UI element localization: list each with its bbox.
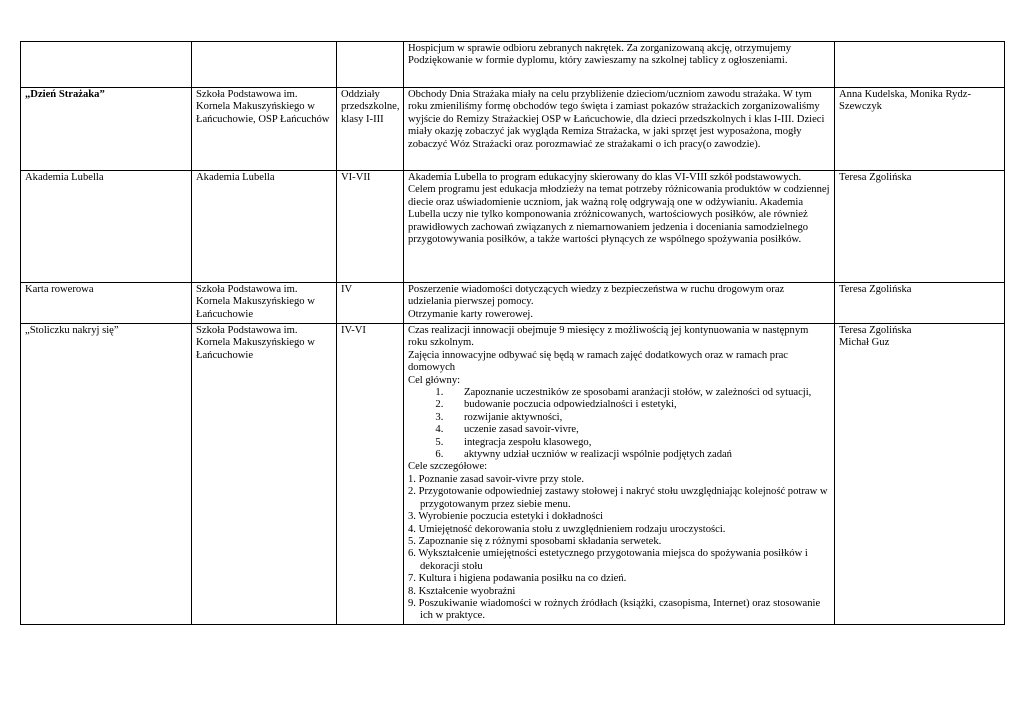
- activity-name-cell: „Dzień Strażaka”: [21, 88, 192, 171]
- main-goal-heading: Cel główny:: [408, 374, 461, 386]
- list-item: 2. Przygotowanie odpowiedniej zastawy stołowej i nakryć stołu uwzględniając kolejność potraw w przygotowanym przez siebie menu.: [408, 486, 828, 510]
- teacher-name: Michał Guz: [839, 337, 890, 349]
- description-cell: [404, 283, 835, 324]
- table-row: [21, 283, 1005, 324]
- school-cell: Szkoła Podstawowa im. Kornela Makuszyńskiego w Łańcuchowie, OSP Łańcuchów: [192, 88, 337, 171]
- school-cell: Szkoła Podstawowa im. Kornela Makuszyńskiego w Łańcuchowie: [192, 324, 337, 625]
- description-cell: Obchody Dnia Strażaka miały na celu przybliżenie dzieciom/uczniom zawodu strażaka. W tym roku zmieniliśmy formę obchodów tego święta i zamiast pokazów strażackich zorganizowaliśmy wyjście do Remizy Strażackiej OSP w Łańcuchowie, dla dzieci przedszkolnych i klas I-III. Dzieci miały okazję zobaczyć jak wygląda Remiza Strażacka, w jaki sprzęt jest wyposażona, mogły zobaczyć Wóz Strażacki oraz porozmawiać ze strażakami o ich pracy(o zawodzie).: [404, 88, 835, 171]
- table-row: [21, 42, 1005, 88]
- grades-cell: Oddziały przedszkolne, klasy I-III: [337, 88, 404, 171]
- table-row: [21, 324, 1005, 625]
- activity-name-cell: [21, 42, 192, 88]
- list-item: 4. uczenie zasad savoir-vivre,: [446, 424, 830, 436]
- specific-goals-heading: Cele szczegółowe:: [408, 461, 488, 473]
- list-item: 1. Poznanie zasad savoir-vivre przy stole.: [408, 473, 584, 485]
- list-item: 8. Kształcenie wyobraźni: [408, 585, 516, 597]
- description-text: Poszerzenie wiadomości dotyczących wiedzy z bezpieczeństwa w ruchu drogowym oraz udzielania pierwszej pomocy.: [408, 284, 785, 308]
- activity-name-cell: Akademia Lubella: [21, 171, 192, 283]
- list-item: 3. rozwijanie aktywności,: [446, 412, 830, 424]
- school-cell: Szkoła Podstawowa im. Kornela Makuszyńskiego w Łańcuchowie: [192, 283, 337, 324]
- school-cell: Akademia Lubella: [192, 171, 337, 283]
- list-item: 5. integracja zespołu klasowego,: [446, 437, 830, 449]
- description-cell: Akademia Lubella to program edukacyjny skierowany do klas VI-VIII szkół podstawowych. Celem programu jest edukacja młodzieży na temat potrzeby różnicowania produktów w codziennej diecie oraz uświadomienie uczniom, jak ważną rolę odgrywają one w odżywianiu. Akademia Lubella uczy nie tylko komponowania zróżnicowanych, wartościowych posiłków, ale również prawidłowych zachowań związanych z niemarnowaniem jedzenia i doceniania samodzielnego przygotowywania posiłków, a także wartości płynących ze wspólnego spożywania posiłków.: [404, 171, 835, 283]
- teachers-cell: Anna Kudelska, Monika Rydz-Szewczyk: [835, 88, 1005, 171]
- list-item: 4. Umiejętność dekorowania stołu z uwzględnieniem rodzaju uroczystości.: [408, 523, 726, 535]
- table-row: [21, 88, 1005, 171]
- list-item: 3. Wyrobienie poczucia estetyki i dokładności: [408, 511, 604, 523]
- grades-cell: VI-VII: [337, 171, 404, 283]
- list-item: 1. Zapoznanie uczestników ze sposobami aranżacji stołów, w zależności od sytuacji,: [446, 387, 830, 399]
- intro-text: Czas realizacji innowacji obejmuje 9 miesięcy z możliwością jej kontynuowania w następnym roku szkolnym.: [408, 325, 809, 349]
- description-extra-text: Otrzymanie karty rowerowej.: [408, 308, 534, 320]
- activities-table: [20, 41, 1005, 625]
- description-cell: Hospicjum w sprawie odbioru zebranych nakrętek. Za zorganizowaną akcję, otrzymujemy Podziękowanie w formie dyplomu, który zawieszamy na szkolnej tablicy z ogłoszeniami.: [404, 42, 835, 88]
- grades-cell: IV: [337, 283, 404, 324]
- teachers-cell: Teresa Zgolińska: [835, 283, 1005, 324]
- list-item: 6. aktywny udział uczniów w realizacji wspólnie podjętych zadań: [446, 449, 830, 461]
- list-item: 5. Zapoznanie się z różnymi sposobami składania serwetek.: [408, 535, 662, 547]
- school-cell: [192, 42, 337, 88]
- list-item: 7. Kultura i higiena podawania posiłku na co dzień.: [408, 573, 627, 585]
- grades-cell: IV-VI: [337, 324, 404, 625]
- activity-name-cell: „Stoliczku nakryj się”: [21, 324, 192, 625]
- table-row: [21, 171, 1005, 283]
- teachers-cell: [835, 324, 1005, 625]
- description-cell: [404, 324, 835, 625]
- teachers-cell: [835, 42, 1005, 88]
- list-item: 9. Poszukiwanie wiadomości w rożnych źródłach (książki, czasopisma, Internet) oraz stosowanie ich w praktyce.: [408, 597, 821, 622]
- list-item: 6. Wykształcenie umiejętności estetycznego przygotowania miejsca do spożywania posiłków i dekoracji stołu: [408, 548, 808, 572]
- activity-name-cell: Karta rowerowa: [21, 283, 192, 324]
- teachers-cell: Teresa Zgolińska: [835, 171, 1005, 283]
- grades-cell: [337, 42, 404, 88]
- teacher-name: Teresa Zgolińska: [839, 325, 912, 336]
- list-item: 2. budowanie poczucia odpowiedzialności i estetyki,: [446, 399, 830, 411]
- intro-text: Zajęcia innowacyjne odbywać się będą w ramach zajęć dodatkowych oraz w ramach prac domowych: [408, 349, 789, 374]
- main-goals-list: [408, 387, 830, 461]
